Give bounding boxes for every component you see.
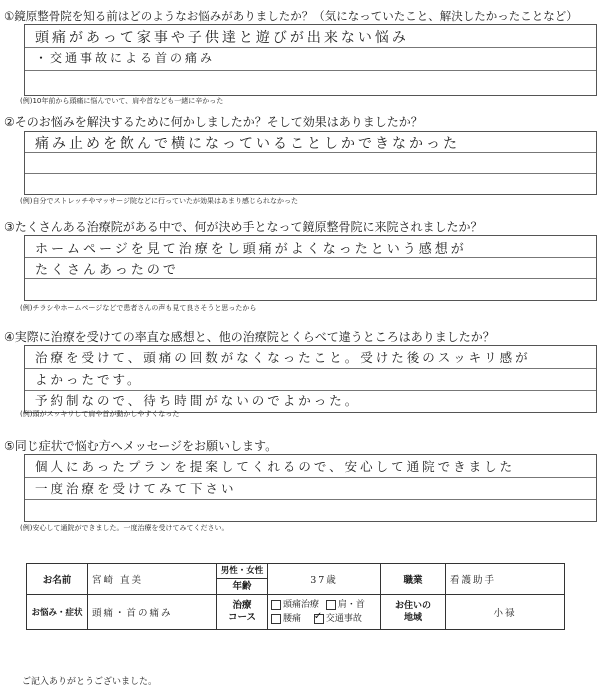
answer-box-2 (24, 131, 597, 195)
answer-4-line-1: 治療を受けて、頭痛の回数がなくなったこと。受けた後のスッキリ感が (35, 350, 531, 365)
checkbox-shoulder-neck[interactable] (326, 600, 336, 610)
question-1-title: ①鏡原整骨院を知る前はどのようなお悩みがありましたか？（気になっていたこと、解決したかったことなど） (4, 9, 578, 23)
complaint-value: 頭痛・首の痛み (88, 595, 217, 630)
question-1 (0, 8, 600, 108)
name-value: 宮崎 直美 (88, 564, 217, 595)
checkbox-traffic-accident[interactable] (314, 614, 324, 624)
answer-box-4 (24, 345, 597, 413)
option-traffic-accident: 交通事故 (325, 614, 362, 624)
checkbox-back-pain[interactable] (271, 614, 281, 624)
answer-box-1 (24, 24, 597, 96)
question-3-title: ③たくさんある治療院がある中で、何が決め手となって鏡原整骨院に来院されましたか？ (4, 220, 483, 234)
question-2-title: ②そのお悩みを解決するために何かしましたか？そして効果はありましたか？ (4, 115, 423, 129)
checkbox-headache[interactable] (271, 600, 281, 610)
answer-5-line-2: 一度治療を受けてみて下さい (35, 481, 237, 496)
answer-3-line-2: たくさんあったので (35, 263, 179, 278)
name-label: お名前 (27, 564, 88, 595)
example-2: (例)自分でストレッチやマッサージ院などに行っていたが効果はあまり感じられなかった (20, 197, 298, 205)
question-4 (0, 328, 600, 438)
answer-1-line-1: 頭痛があって家事や子供達と遊びが出来ない悩み (35, 30, 409, 46)
answer-5-line-1: 個人にあったプランを提案してくれるので、安心して通院できました (35, 459, 516, 474)
answer-2-line-1: 痛み止めを飲んで横になっていることしかできなかった (35, 136, 460, 152)
thanks-note: ご記入ありがとうございました。 (22, 677, 158, 687)
answer-4-line-3: 予約制なので、待ち時間がないのでよかった。 (35, 393, 361, 408)
job-label: 職業 (381, 564, 446, 595)
course-options (268, 595, 381, 630)
question-4-title: ④実際に治療を受けての率直な感想と、他の治療院とくらべて違うところはありましたか？ (4, 330, 495, 344)
answer-4-line-2: よかったです。 (35, 372, 143, 387)
answer-box-5 (24, 454, 597, 522)
complaint-label: お悩み・症状 (27, 595, 88, 630)
example-5: (例)安心して通院ができました。一度治療を受けてみてください。 (20, 524, 229, 532)
area-label: お住いの 地域 (381, 595, 446, 630)
question-2 (0, 113, 600, 223)
answer-3-line-1: ホームページを見て治療をし頭痛がよくなったという感想が (35, 242, 467, 257)
gender-age-cell (217, 564, 268, 595)
gender-label: 男性・女性 (217, 564, 267, 579)
example-3: (例)チラシやホームページなどで患者さんの声も見て良さそうと思ったから (20, 304, 257, 312)
course-label: 治療 コース (217, 595, 268, 630)
answer-1-line-2: ・交通事故による首の痛み (35, 51, 216, 65)
question-5 (0, 437, 600, 537)
question-3 (0, 218, 600, 323)
area-value: 小禄 (446, 595, 565, 630)
job-value: 看護助手 (446, 564, 565, 595)
age-value: 37歳 (268, 564, 381, 595)
answer-box-3 (24, 235, 597, 301)
option-back-pain: 腰痛 (283, 614, 302, 624)
example-1: (例)10年前から頭痛に悩んでいて、肩や首なども一緒に辛かった (20, 97, 224, 105)
personal-info-table (26, 563, 565, 630)
example-4: (例)頭がスッキリして肩や首が動かしやすくなった (20, 410, 180, 418)
option-headache: 頭痛治療 (283, 600, 320, 610)
question-5-title: ⑤同じ症状で悩む方へメッセージをお願いします。 (4, 439, 278, 453)
age-label: 年齢 (232, 581, 252, 592)
option-shoulder-neck: 肩・首 (337, 600, 365, 610)
